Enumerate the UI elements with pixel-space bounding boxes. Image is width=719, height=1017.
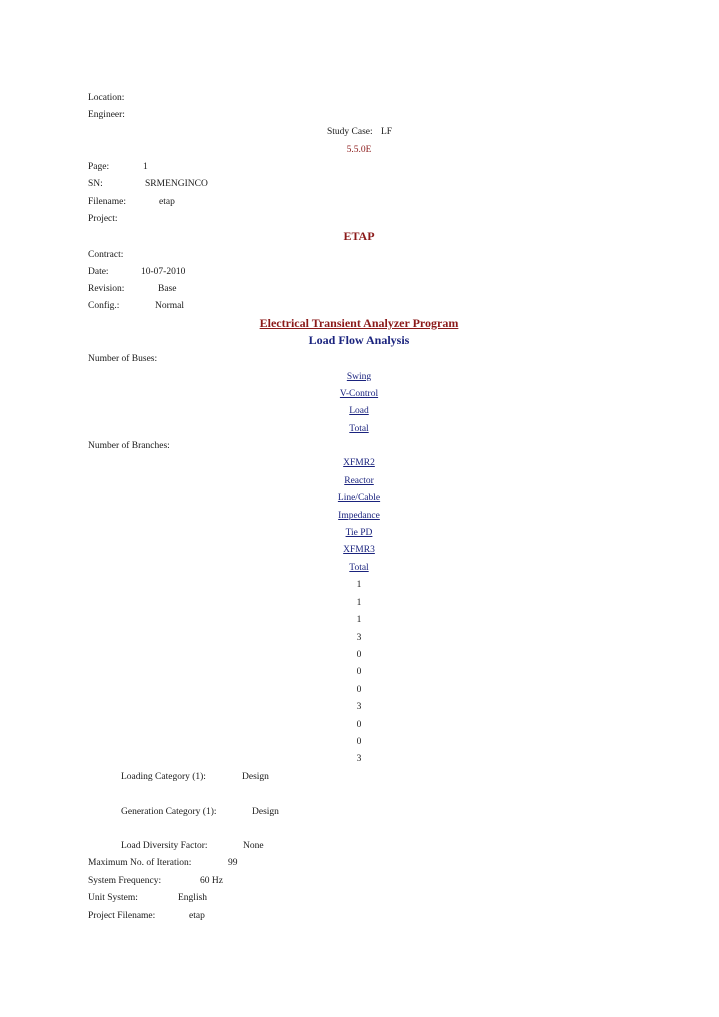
location-label: Location: <box>88 93 125 103</box>
branches-label: Number of Branches: <box>88 441 170 451</box>
buses-label: Number of Buses: <box>88 354 158 364</box>
filename-value: etap <box>159 197 175 207</box>
sn-value: SRMENGINCO <box>145 179 208 189</box>
system-frequency-label: System Frequency: <box>88 876 162 886</box>
unit-system-value: English <box>178 893 208 903</box>
contract-label: Contract: <box>88 250 124 260</box>
loading-category-value: Design <box>242 772 269 782</box>
load-diversity-value: None <box>243 841 264 851</box>
study-case-value: LF <box>381 127 393 137</box>
config-label: Config.: <box>88 301 120 311</box>
date-label: Date: <box>88 267 109 277</box>
sn-label: SN: <box>88 179 103 189</box>
filename-label: Filename: <box>88 197 126 207</box>
generation-category-value: Design <box>252 807 279 817</box>
max-iteration-label: Maximum No. of Iteration: <box>88 858 192 868</box>
config-value: Normal <box>155 301 185 311</box>
generation-category-label: Generation Category (1): <box>121 807 217 817</box>
page-value: 1 <box>143 162 148 172</box>
project-label: Project: <box>88 214 118 224</box>
project-filename-label: Project Filename: <box>88 911 156 921</box>
load-diversity-label: Load Diversity Factor: <box>121 841 208 851</box>
project-filename-value: etap <box>189 911 205 921</box>
page-label: Page: <box>88 162 110 172</box>
system-frequency-value: 60 Hz <box>200 876 223 886</box>
revision-label: Revision: <box>88 284 125 294</box>
study-case-label: Study Case: <box>327 127 373 137</box>
date-value: 10-07-2010 <box>141 267 186 277</box>
max-iteration-value: 99 <box>228 858 238 868</box>
loading-category-label: Loading Category (1): <box>121 772 206 782</box>
unit-system-label: Unit System: <box>88 893 138 903</box>
revision-value: Base <box>158 284 177 294</box>
engineer-label: Engineer: <box>88 110 125 120</box>
